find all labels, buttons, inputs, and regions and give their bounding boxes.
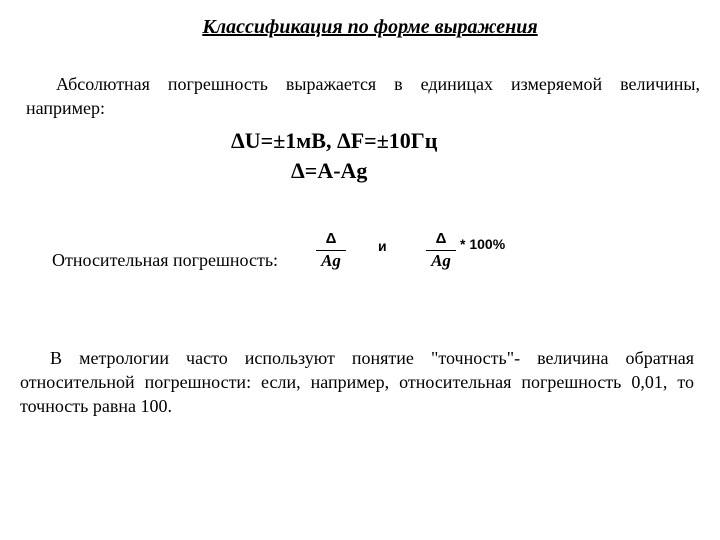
absolute-error-formula-examples: ΔU=±1мВ, ΔF=±10Гц bbox=[231, 128, 438, 153]
page-title: Классификация по форме выражения bbox=[202, 16, 538, 38]
relative-error-label: Относительная погрешность: bbox=[52, 250, 279, 270]
fraction-numerator: Δ bbox=[325, 230, 337, 247]
conjunction-and: и bbox=[378, 238, 387, 254]
accuracy-paragraph: В метрологии часто используют понятие "точность"- величина обратная относительной погрешности: если, например, относительная погрешность 0,01, то точность равна 100. bbox=[20, 348, 694, 416]
fraction-denominator: Ag bbox=[321, 251, 341, 270]
fraction-numerator: Δ bbox=[435, 230, 447, 247]
relative-error-fraction bbox=[316, 230, 346, 270]
percent-multiplier: * 100% bbox=[460, 236, 506, 252]
absolute-error-formula-definition: Δ=A-Ag bbox=[291, 158, 368, 183]
absolute-error-paragraph: Абсолютная погрешность выражается в единицах измеряемой величины, например: bbox=[26, 74, 700, 118]
relative-error-percent-fraction bbox=[426, 230, 456, 270]
fraction-denominator: Ag bbox=[431, 251, 451, 270]
